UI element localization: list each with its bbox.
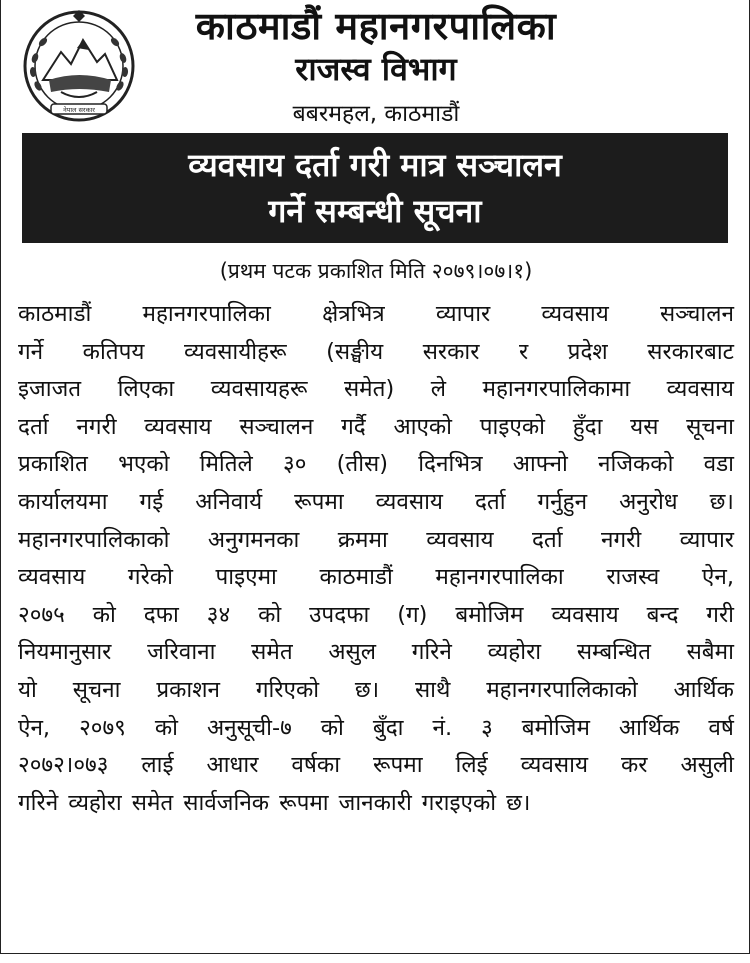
body-word: ३: [481, 714, 493, 741]
body-word: दर्ता: [474, 488, 506, 515]
body-word: सरकारबाट: [647, 338, 734, 365]
body-word: व्यवसाय: [144, 413, 212, 440]
body-word: जानकारी: [338, 789, 412, 816]
body-word: महानगरपालिका: [142, 301, 271, 327]
body-word: गरिने: [18, 789, 59, 816]
body-line: [18, 296, 734, 334]
emblem-ribbon-text: नेपाल सरकार: [63, 106, 95, 114]
body-word: असुली: [680, 752, 734, 779]
body-word: छ।: [354, 676, 380, 703]
body-word: कतिपय: [82, 338, 145, 365]
body-word: गर्ने: [18, 338, 44, 365]
body-word: व्यापार: [679, 526, 734, 553]
body-word: को: [154, 714, 178, 741]
body-word: व्यवसायहरू: [210, 376, 308, 403]
body-word: बुँदा: [372, 714, 404, 741]
body-line: [18, 710, 734, 748]
body-word: प्रकाशन: [156, 676, 221, 703]
body-word: समेत: [131, 789, 174, 816]
body-word: को: [320, 714, 344, 741]
body-word: लाई: [141, 752, 174, 779]
body-word: इजाजत: [18, 376, 82, 403]
body-word: बमोजिम: [521, 714, 590, 741]
notice-body: [18, 296, 734, 822]
body-word: प्रदेश: [567, 338, 608, 365]
body-word: व्यवसाय: [551, 601, 619, 628]
body-line: [18, 522, 734, 560]
body-word: आफ्नो: [512, 451, 568, 478]
body-word: जरिवाना: [147, 639, 216, 666]
body-line: [18, 484, 734, 522]
body-word: पाइएको: [479, 413, 545, 440]
body-word: क्षेत्रभित्र: [322, 301, 385, 327]
body-word: गई: [139, 488, 164, 515]
body-word: महानगरपालिकाको: [486, 676, 638, 703]
body-word: गरी: [706, 601, 734, 628]
body-word: क्रममा: [337, 526, 388, 553]
body-word: हुँदा: [572, 413, 603, 440]
body-word: व्यवसाय: [375, 488, 443, 515]
body-word: साथै: [414, 676, 451, 703]
body-word: गर्दै: [341, 413, 366, 440]
body-word: (ग): [397, 601, 428, 628]
body-line: [18, 409, 734, 447]
body-word: दर्ता: [531, 526, 563, 553]
body-word: (तीस): [336, 451, 389, 478]
body-line: [18, 634, 734, 672]
body-word: आर्थिक: [673, 676, 734, 703]
body-word: सञ्चालन: [659, 301, 734, 327]
published-date: (प्रथम पटक प्रकाशित मिति २०७९।०७।१): [219, 259, 533, 283]
notice-heading-line-1: व्यवसाय दर्ता गरी मात्र सञ्चालन: [188, 146, 562, 184]
body-line: [18, 446, 734, 484]
body-word: को: [92, 601, 116, 628]
body-word: अनुरोध: [619, 488, 678, 515]
body-word: व्यहोरा: [68, 789, 122, 816]
body-word: रूपमा: [294, 488, 344, 515]
body-word: २०७५: [18, 601, 65, 628]
body-word: सरकार: [422, 338, 480, 365]
page-title: काठमाडौं महानगरपालिका: [195, 4, 557, 48]
body-word: रूपमा: [373, 752, 423, 779]
body-word: लिएका: [117, 376, 175, 403]
body-word: बमोजिम: [455, 601, 524, 628]
body-word: यो: [18, 676, 37, 703]
body-word: नियमानुसार: [18, 639, 112, 666]
body-word: ३४: [206, 601, 231, 628]
body-word: सार्वजनिक: [183, 789, 270, 816]
body-word: बन्द: [646, 601, 679, 628]
body-word: रूपमा: [279, 789, 329, 816]
body-word: नजिकको: [598, 451, 674, 478]
body-word: व्यहोरा: [487, 639, 542, 666]
body-word: राजस्व: [606, 564, 660, 591]
body-word: व्यवसाय: [520, 752, 589, 779]
body-line: [18, 597, 734, 635]
body-word: यस: [630, 413, 659, 440]
body-word: आधार: [206, 752, 259, 779]
body-word: काठमाडौं: [18, 301, 92, 327]
body-word: पाइएमा: [215, 564, 277, 591]
body-word: ले: [430, 376, 446, 403]
body-word: नगरी: [601, 526, 642, 553]
body-word: सूचना: [686, 413, 734, 440]
body-word: व्यवसाय: [666, 376, 734, 403]
body-word: प्रकाशित: [18, 451, 88, 478]
body-word: सबैमा: [686, 639, 734, 666]
body-word: काठमाडौं: [319, 564, 393, 591]
body-word: गरिएको: [255, 676, 320, 703]
notice-heading-banner: [22, 133, 728, 243]
body-word: समेत: [251, 639, 293, 666]
body-word: व्यवसायीहरू: [183, 338, 287, 365]
body-word: (सङ्घीय: [326, 338, 384, 365]
body-word: ३०: [283, 451, 307, 478]
body-word: ऐन,: [701, 564, 734, 591]
body-word: वर्ष: [708, 714, 734, 741]
body-word: अनिवार्य: [195, 488, 263, 515]
body-word: व्यापार: [435, 301, 491, 327]
body-line: [18, 785, 734, 823]
body-word: गरिने: [411, 639, 452, 666]
body-word: सूचना: [72, 676, 121, 703]
body-word: र: [518, 338, 529, 365]
body-word: वडा: [703, 451, 734, 478]
body-word: दर्ता: [18, 413, 49, 440]
body-word: दिनभित्र: [418, 451, 483, 478]
body-word: अनुगमनका: [207, 526, 300, 553]
body-line: [18, 334, 734, 372]
body-word: नं.: [432, 714, 453, 741]
body-word: उपदफा: [309, 601, 370, 628]
body-word: गर्नुहुन: [537, 488, 588, 515]
body-word: महानगरपालिका: [435, 564, 564, 591]
body-line: [18, 747, 734, 785]
body-word: २०७९: [79, 714, 126, 741]
body-word: ऐन,: [18, 714, 51, 741]
body-word: गरेको: [127, 564, 173, 591]
body-word: अनुसूची-७: [206, 714, 292, 741]
body-word: कार्यालयमा: [18, 488, 108, 515]
body-word: नगरी: [76, 413, 117, 440]
notice-heading-line-2: गर्ने सम्बन्धी सूचना: [268, 192, 482, 230]
body-word: व्यवसाय: [541, 301, 609, 327]
body-word: २०७२।०७३: [18, 752, 109, 779]
office-address: बबरमहल, काठमाडौं: [292, 101, 460, 127]
body-word: कर: [621, 752, 648, 779]
body-word: भएको: [118, 451, 170, 478]
body-word: दफा: [143, 601, 179, 628]
body-word: मितिले: [199, 451, 253, 478]
body-word: छ।: [709, 488, 734, 515]
body-word: गराइएको: [421, 789, 497, 816]
department-name: राजस्व विभाग: [295, 50, 457, 88]
body-word: समेत): [343, 376, 395, 403]
body-word: आर्थिक: [618, 714, 680, 741]
body-word: को: [258, 601, 282, 628]
body-word: सञ्चालन: [239, 413, 314, 440]
body-word: आएको: [393, 413, 453, 440]
nepal-emblem-icon: [21, 8, 137, 124]
body-word: महानगरपालिकामा: [482, 376, 631, 403]
body-line: [18, 672, 734, 710]
body-word: महानगरपालिकाको: [18, 526, 170, 553]
body-line: [18, 371, 734, 409]
body-line: [18, 559, 734, 597]
body-word: असुल: [328, 639, 376, 666]
body-word: व्यवसाय: [18, 564, 86, 591]
body-word: लिई: [455, 752, 488, 779]
body-word: वर्षका: [291, 752, 341, 779]
body-word: छ।: [506, 789, 531, 816]
body-word: व्यवसाय: [426, 526, 494, 553]
body-word: सम्बन्धित: [576, 639, 651, 666]
